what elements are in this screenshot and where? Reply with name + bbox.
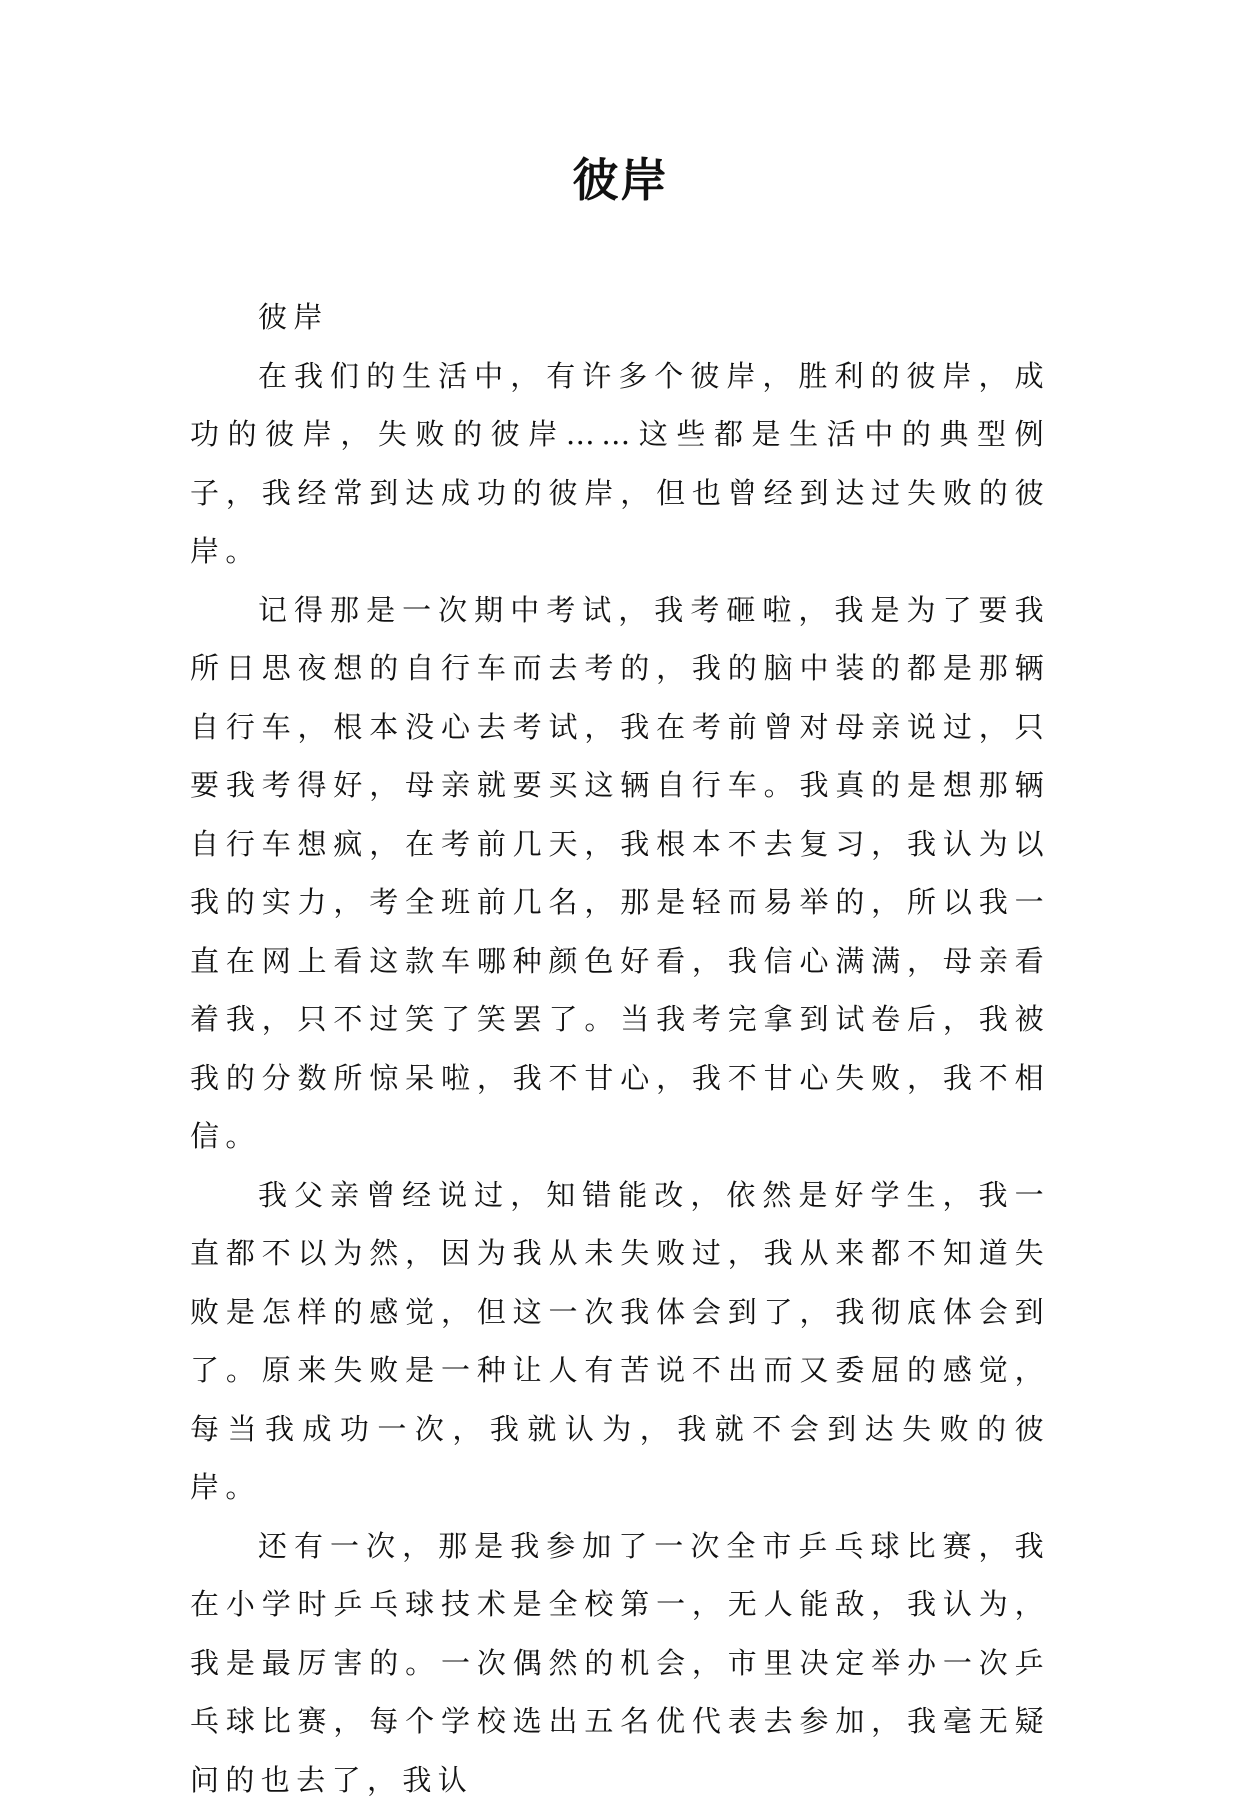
paragraph: 我父亲曾经说过，知错能改，依然是好学生，我一直都不以为然，因为我从未失败过，我从来都不知道失败是怎样的感觉，但这一次我体会到了，我彻底体会到了。原来失败是一种让人有苦说不出而又委屈的感觉，每当我成功一次，我就认为，我就不会到达失败的彼岸。 — [190, 1166, 1050, 1517]
paragraph: 在我们的生活中，有许多个彼岸，胜利的彼岸，成功的彼岸，失败的彼岸……这些都是生活中的典型例子，我经常到达成功的彼岸，但也曾经到达过失败的彼岸。 — [190, 347, 1050, 581]
paragraph-subtitle: 彼岸 — [190, 288, 1050, 347]
document-title: 彼岸 — [0, 150, 1241, 210]
paragraph: 还有一次，那是我参加了一次全市乒乓球比赛，我在小学时乒乓球技术是全校第一，无人能敌，我认为，我是最厉害的。一次偶然的机会，市里决定举办一次乒乓球比赛，每个学校选出五名优代表去参加，我毫无疑问的也去了，我认 — [190, 1517, 1050, 1809]
paragraph: 记得那是一次期中考试，我考砸啦，我是为了要我所日思夜想的自行车而去考的，我的脑中装的都是那辆自行车，根本没心去考试，我在考前曾对母亲说过，只要我考得好，母亲就要买这辆自行车。我真的是想那辆自行车想疯，在考前几天，我根本不去复习，我认为以我的实力，考全班前几名，那是轻而易举的，所以我一直在网上看这款车哪种颜色好看，我信心满满，母亲看着我，只不过笑了笑罢了。当我考完拿到试卷后，我被我的分数所惊呆啦，我不甘心，我不甘心失败，我不相信。 — [190, 581, 1050, 1166]
document-body — [190, 288, 1050, 1809]
